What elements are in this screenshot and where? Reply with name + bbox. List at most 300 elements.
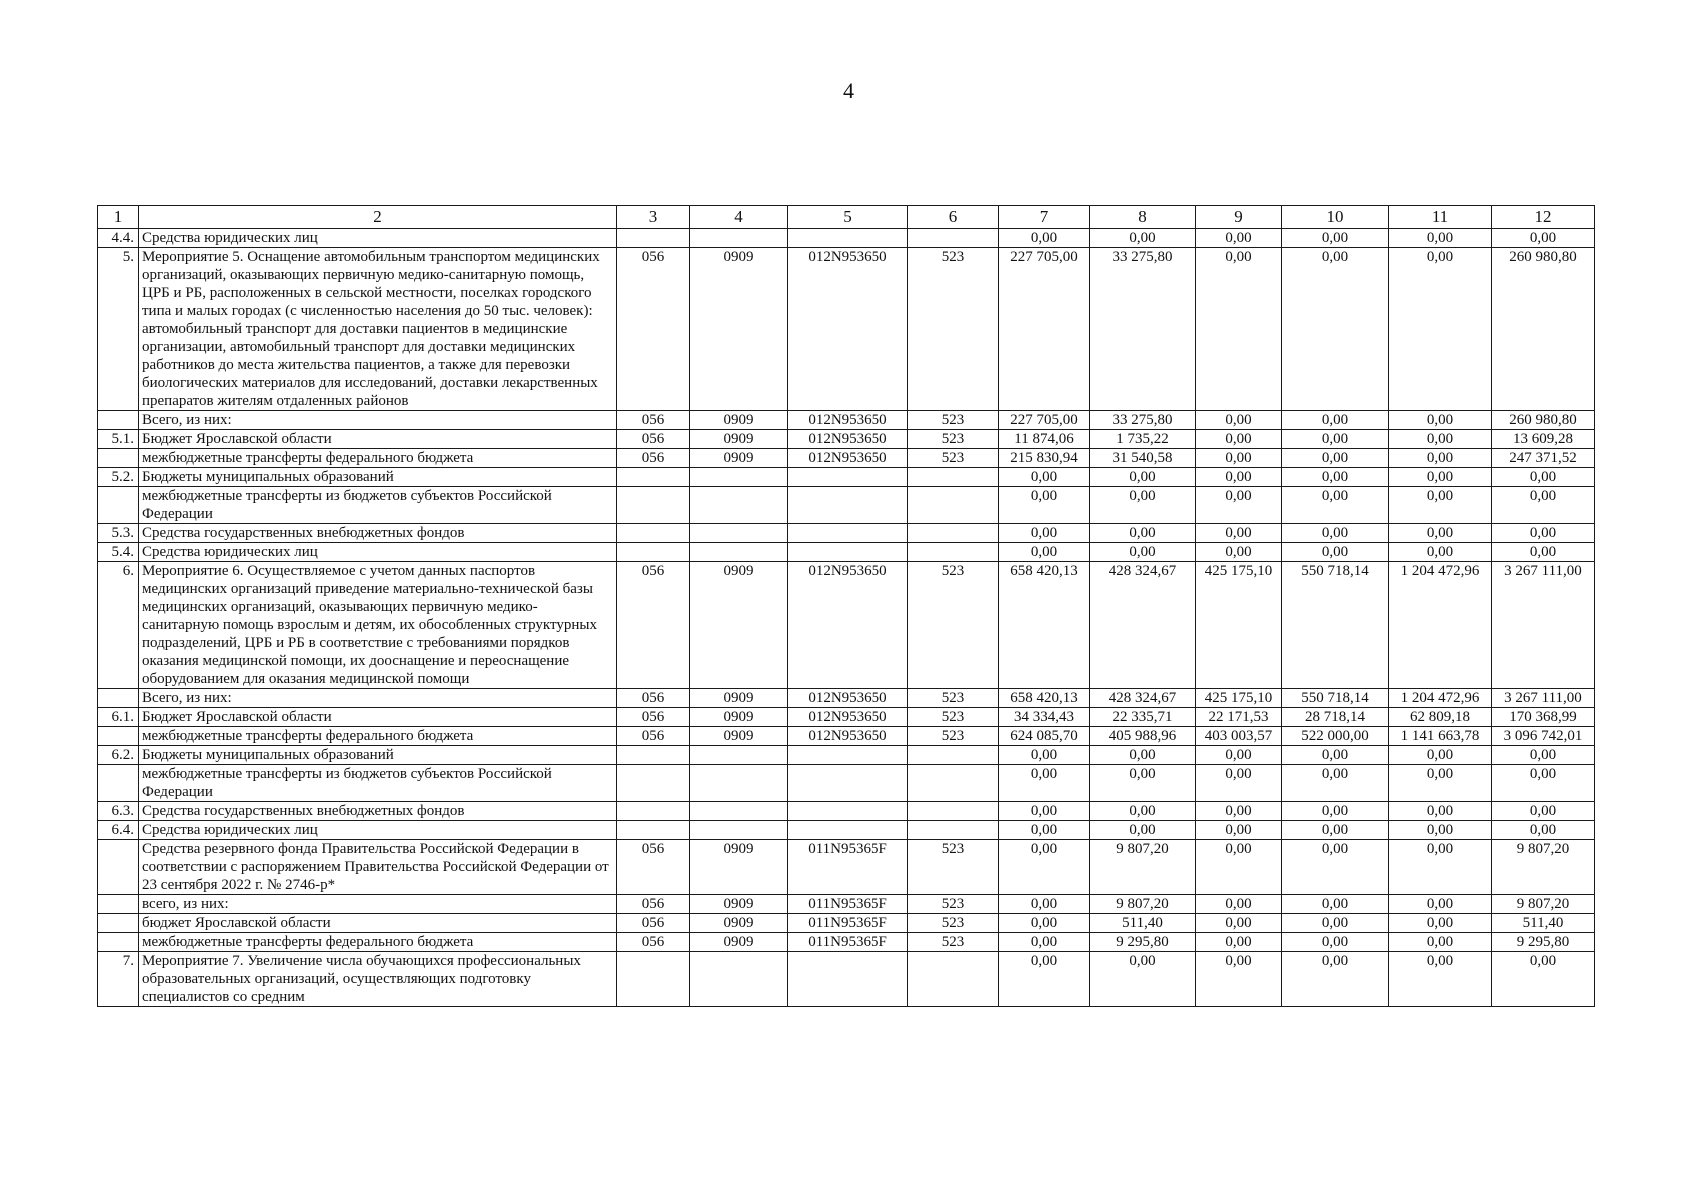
table-row xyxy=(98,933,1595,952)
amount-col7-cell: 11 874,06 xyxy=(999,430,1090,449)
expense-type-cell xyxy=(908,765,999,802)
amount-col7-cell: 227 705,00 xyxy=(999,248,1090,411)
section-code-cell xyxy=(690,487,788,524)
row-number-cell xyxy=(98,487,139,524)
section-code-cell: 0909 xyxy=(690,562,788,689)
amount-col7-cell: 0,00 xyxy=(999,840,1090,895)
amount-col10-cell: 0,00 xyxy=(1282,468,1389,487)
grbs-code-cell xyxy=(617,952,690,1007)
section-code-cell: 0909 xyxy=(690,689,788,708)
amount-col9-cell: 0,00 xyxy=(1196,449,1282,468)
header-cell: 3 xyxy=(617,206,690,229)
row-number-cell xyxy=(98,933,139,952)
amount-col10-cell: 0,00 xyxy=(1282,449,1389,468)
target-article-cell: 012N953650 xyxy=(788,248,908,411)
amount-col10-cell: 0,00 xyxy=(1282,840,1389,895)
expense-type-cell xyxy=(908,487,999,524)
amount-col7-cell: 0,00 xyxy=(999,895,1090,914)
target-article-cell xyxy=(788,487,908,524)
table-row xyxy=(98,895,1595,914)
amount-col9-cell: 0,00 xyxy=(1196,933,1282,952)
expense-type-cell xyxy=(908,543,999,562)
table-row xyxy=(98,524,1595,543)
amount-total-cell: 9 295,80 xyxy=(1492,933,1595,952)
amount-col9-cell: 0,00 xyxy=(1196,229,1282,248)
amount-col8-cell: 0,00 xyxy=(1090,543,1196,562)
target-article-cell: 012N953650 xyxy=(788,708,908,727)
target-article-cell: 012N953650 xyxy=(788,727,908,746)
amount-col8-cell: 0,00 xyxy=(1090,487,1196,524)
amount-col10-cell: 0,00 xyxy=(1282,933,1389,952)
header-cell: 5 xyxy=(788,206,908,229)
amount-col10-cell: 0,00 xyxy=(1282,746,1389,765)
amount-col7-cell: 0,00 xyxy=(999,765,1090,802)
row-name-cell: Средства юридических лиц xyxy=(139,229,617,248)
expense-type-cell: 523 xyxy=(908,248,999,411)
amount-col8-cell: 9 295,80 xyxy=(1090,933,1196,952)
amount-col11-cell: 0,00 xyxy=(1389,765,1492,802)
amount-col8-cell: 33 275,80 xyxy=(1090,411,1196,430)
expense-type-cell: 523 xyxy=(908,430,999,449)
amount-col7-cell: 0,00 xyxy=(999,487,1090,524)
table-row xyxy=(98,430,1595,449)
table-row xyxy=(98,562,1595,689)
amount-col7-cell: 0,00 xyxy=(999,933,1090,952)
amount-col7-cell: 0,00 xyxy=(999,524,1090,543)
amount-col11-cell: 1 204 472,96 xyxy=(1389,689,1492,708)
row-name-cell: Всего, из них: xyxy=(139,411,617,430)
row-number-cell: 6. xyxy=(98,562,139,689)
amount-col8-cell: 428 324,67 xyxy=(1090,689,1196,708)
amount-col11-cell: 1 204 472,96 xyxy=(1389,562,1492,689)
target-article-cell: 012N953650 xyxy=(788,411,908,430)
section-code-cell xyxy=(690,746,788,765)
amount-col11-cell: 0,00 xyxy=(1389,840,1492,895)
table-row xyxy=(98,708,1595,727)
amount-col11-cell: 0,00 xyxy=(1389,468,1492,487)
amount-col8-cell: 9 807,20 xyxy=(1090,840,1196,895)
amount-col11-cell: 1 141 663,78 xyxy=(1389,727,1492,746)
amount-col8-cell: 0,00 xyxy=(1090,802,1196,821)
table-row xyxy=(98,411,1595,430)
target-article-cell xyxy=(788,468,908,487)
row-name-cell: Средства юридических лиц xyxy=(139,543,617,562)
amount-col10-cell: 0,00 xyxy=(1282,543,1389,562)
amount-total-cell: 0,00 xyxy=(1492,765,1595,802)
grbs-code-cell xyxy=(617,746,690,765)
section-code-cell xyxy=(690,765,788,802)
grbs-code-cell: 056 xyxy=(617,689,690,708)
amount-col11-cell: 0,00 xyxy=(1389,248,1492,411)
amount-total-cell: 0,00 xyxy=(1492,543,1595,562)
amount-col8-cell: 511,40 xyxy=(1090,914,1196,933)
amount-total-cell: 0,00 xyxy=(1492,229,1595,248)
table-row xyxy=(98,229,1595,248)
row-name-cell: Средства государственных внебюджетных фондов xyxy=(139,524,617,543)
table-row xyxy=(98,468,1595,487)
header-cell: 8 xyxy=(1090,206,1196,229)
amount-col10-cell: 0,00 xyxy=(1282,895,1389,914)
amount-total-cell: 260 980,80 xyxy=(1492,411,1595,430)
amount-col8-cell: 0,00 xyxy=(1090,229,1196,248)
table-row xyxy=(98,543,1595,562)
header-cell: 6 xyxy=(908,206,999,229)
header-cell: 10 xyxy=(1282,206,1389,229)
table-row xyxy=(98,952,1595,1007)
amount-total-cell: 511,40 xyxy=(1492,914,1595,933)
row-name-cell: межбюджетные трансферты федерального бюджета xyxy=(139,727,617,746)
table-row xyxy=(98,727,1595,746)
amount-col7-cell: 0,00 xyxy=(999,468,1090,487)
row-name-cell: Мероприятие 5. Оснащение автомобильным транспортом медицинских организаций, оказывающих первичную медико-санитарную помощь, ЦРБ и РБ, расположенных в сельской местности, поселках городского типа и малых городах (с численностью населения до 50 тыс. человек): автомобильный транспорт для доставки пациентов в медицинские организации, автомобильный транспорт для доставки медицинских работников до места жительства пациентов, а также для перевозки биологических материалов для исследований, доставки лекарственных препаратов жителям отдаленных районов xyxy=(139,248,617,411)
amount-col10-cell: 0,00 xyxy=(1282,430,1389,449)
amount-col9-cell: 0,00 xyxy=(1196,487,1282,524)
expense-type-cell: 523 xyxy=(908,895,999,914)
row-number-cell xyxy=(98,895,139,914)
amount-col7-cell: 0,00 xyxy=(999,229,1090,248)
amount-col10-cell: 0,00 xyxy=(1282,765,1389,802)
amount-col9-cell: 403 003,57 xyxy=(1196,727,1282,746)
target-article-cell xyxy=(788,524,908,543)
amount-col8-cell: 9 807,20 xyxy=(1090,895,1196,914)
row-name-cell: бюджет Ярославской области xyxy=(139,914,617,933)
table-row xyxy=(98,914,1595,933)
grbs-code-cell xyxy=(617,765,690,802)
amount-total-cell: 0,00 xyxy=(1492,952,1595,1007)
amount-col10-cell: 0,00 xyxy=(1282,524,1389,543)
amount-total-cell: 3 267 111,00 xyxy=(1492,689,1595,708)
amount-col11-cell: 0,00 xyxy=(1389,543,1492,562)
row-name-cell: Мероприятие 6. Осуществляемое с учетом данных паспортов медицинских организаций приведение материально-технической базы медицинских организаций, оказывающих первичную медико-санитарную помощь взрослым и детям, их обособленных структурных подразделений, ЦРБ и РБ в соответствие с требованиями порядков оказания медицинской помощи, их дооснащение и переоснащение оборудованием для оказания медицинской помощи xyxy=(139,562,617,689)
target-article-cell: 011N95365F xyxy=(788,895,908,914)
expense-type-cell xyxy=(908,468,999,487)
row-number-cell: 6.4. xyxy=(98,821,139,840)
amount-col7-cell: 658 420,13 xyxy=(999,562,1090,689)
amount-col11-cell: 0,00 xyxy=(1389,449,1492,468)
amount-col11-cell: 0,00 xyxy=(1389,802,1492,821)
amount-col11-cell: 0,00 xyxy=(1389,821,1492,840)
expense-type-cell: 523 xyxy=(908,562,999,689)
amount-col9-cell: 425 175,10 xyxy=(1196,689,1282,708)
amount-col10-cell: 0,00 xyxy=(1282,487,1389,524)
section-code-cell: 0909 xyxy=(690,449,788,468)
table-header-row xyxy=(98,206,1595,229)
amount-col8-cell: 0,00 xyxy=(1090,765,1196,802)
section-code-cell: 0909 xyxy=(690,248,788,411)
grbs-code-cell xyxy=(617,524,690,543)
amount-col9-cell: 0,00 xyxy=(1196,746,1282,765)
amount-col9-cell: 0,00 xyxy=(1196,914,1282,933)
amount-col9-cell: 0,00 xyxy=(1196,840,1282,895)
target-article-cell: 011N95365F xyxy=(788,933,908,952)
amount-col9-cell: 0,00 xyxy=(1196,468,1282,487)
expense-type-cell: 523 xyxy=(908,708,999,727)
header-cell: 12 xyxy=(1492,206,1595,229)
grbs-code-cell: 056 xyxy=(617,411,690,430)
amount-col9-cell: 425 175,10 xyxy=(1196,562,1282,689)
amount-total-cell: 170 368,99 xyxy=(1492,708,1595,727)
target-article-cell xyxy=(788,802,908,821)
amount-total-cell: 13 609,28 xyxy=(1492,430,1595,449)
section-code-cell: 0909 xyxy=(690,727,788,746)
amount-total-cell: 0,00 xyxy=(1492,746,1595,765)
amount-col8-cell: 1 735,22 xyxy=(1090,430,1196,449)
amount-col10-cell: 522 000,00 xyxy=(1282,727,1389,746)
expense-type-cell: 523 xyxy=(908,689,999,708)
grbs-code-cell: 056 xyxy=(617,430,690,449)
header-cell: 7 xyxy=(999,206,1090,229)
grbs-code-cell xyxy=(617,802,690,821)
amount-col11-cell: 0,00 xyxy=(1389,411,1492,430)
amount-total-cell: 0,00 xyxy=(1492,468,1595,487)
amount-col11-cell: 0,00 xyxy=(1389,430,1492,449)
amount-col11-cell: 0,00 xyxy=(1389,952,1492,1007)
expense-type-cell: 523 xyxy=(908,727,999,746)
target-article-cell xyxy=(788,746,908,765)
amount-col10-cell: 0,00 xyxy=(1282,802,1389,821)
expense-type-cell xyxy=(908,746,999,765)
amount-col10-cell: 0,00 xyxy=(1282,952,1389,1007)
grbs-code-cell: 056 xyxy=(617,895,690,914)
section-code-cell xyxy=(690,468,788,487)
row-number-cell: 5.1. xyxy=(98,430,139,449)
grbs-code-cell xyxy=(617,821,690,840)
amount-col9-cell: 0,00 xyxy=(1196,952,1282,1007)
row-number-cell xyxy=(98,411,139,430)
amount-col7-cell: 215 830,94 xyxy=(999,449,1090,468)
row-number-cell: 7. xyxy=(98,952,139,1007)
table-row xyxy=(98,840,1595,895)
amount-col10-cell: 0,00 xyxy=(1282,229,1389,248)
amount-col10-cell: 28 718,14 xyxy=(1282,708,1389,727)
amount-col11-cell: 0,00 xyxy=(1389,933,1492,952)
section-code-cell xyxy=(690,802,788,821)
amount-col9-cell: 0,00 xyxy=(1196,821,1282,840)
amount-col8-cell: 428 324,67 xyxy=(1090,562,1196,689)
expense-type-cell: 523 xyxy=(908,840,999,895)
grbs-code-cell: 056 xyxy=(617,449,690,468)
budget-table xyxy=(97,205,1595,1007)
header-cell: 9 xyxy=(1196,206,1282,229)
amount-col11-cell: 0,00 xyxy=(1389,524,1492,543)
grbs-code-cell: 056 xyxy=(617,708,690,727)
row-name-cell: Всего, из них: xyxy=(139,689,617,708)
amount-col8-cell: 22 335,71 xyxy=(1090,708,1196,727)
row-name-cell: Средства резервного фонда Правительства Российской Федерации в соответствии с распоряжением Правительства Российской Федерации от 23 сентября 2022 г. № 2746-р* xyxy=(139,840,617,895)
expense-type-cell: 523 xyxy=(908,411,999,430)
row-name-cell: Средства государственных внебюджетных фондов xyxy=(139,802,617,821)
amount-col9-cell: 0,00 xyxy=(1196,765,1282,802)
row-name-cell: межбюджетные трансферты федерального бюджета xyxy=(139,449,617,468)
section-code-cell xyxy=(690,821,788,840)
expense-type-cell: 523 xyxy=(908,914,999,933)
target-article-cell: 012N953650 xyxy=(788,562,908,689)
amount-col8-cell: 405 988,96 xyxy=(1090,727,1196,746)
grbs-code-cell xyxy=(617,487,690,524)
amount-col7-cell: 0,00 xyxy=(999,543,1090,562)
grbs-code-cell xyxy=(617,468,690,487)
amount-col9-cell: 0,00 xyxy=(1196,802,1282,821)
row-name-cell: межбюджетные трансферты федерального бюджета xyxy=(139,933,617,952)
amount-col8-cell: 33 275,80 xyxy=(1090,248,1196,411)
section-code-cell xyxy=(690,524,788,543)
amount-col9-cell: 0,00 xyxy=(1196,430,1282,449)
amount-col11-cell: 0,00 xyxy=(1389,229,1492,248)
amount-col10-cell: 0,00 xyxy=(1282,914,1389,933)
header-cell: 2 xyxy=(139,206,617,229)
grbs-code-cell xyxy=(617,543,690,562)
section-code-cell: 0909 xyxy=(690,933,788,952)
amount-total-cell: 3 267 111,00 xyxy=(1492,562,1595,689)
section-code-cell: 0909 xyxy=(690,895,788,914)
target-article-cell: 011N95365F xyxy=(788,840,908,895)
row-name-cell: Мероприятие 7. Увеличение числа обучающихся профессиональных образовательных организаций, осуществляющих подготовку специалистов со средним xyxy=(139,952,617,1007)
amount-col9-cell: 0,00 xyxy=(1196,411,1282,430)
amount-col9-cell: 0,00 xyxy=(1196,895,1282,914)
amount-col8-cell: 0,00 xyxy=(1090,952,1196,1007)
header-cell: 4 xyxy=(690,206,788,229)
amount-col10-cell: 0,00 xyxy=(1282,411,1389,430)
amount-total-cell: 3 096 742,01 xyxy=(1492,727,1595,746)
amount-col7-cell: 624 085,70 xyxy=(999,727,1090,746)
amount-total-cell: 0,00 xyxy=(1492,524,1595,543)
amount-col7-cell: 0,00 xyxy=(999,802,1090,821)
target-article-cell: 012N953650 xyxy=(788,449,908,468)
page-number: 4 xyxy=(843,78,854,103)
header-cell: 1 xyxy=(98,206,139,229)
amount-col11-cell: 0,00 xyxy=(1389,487,1492,524)
expense-type-cell: 523 xyxy=(908,449,999,468)
row-number-cell: 6.1. xyxy=(98,708,139,727)
section-code-cell: 0909 xyxy=(690,430,788,449)
section-code-cell: 0909 xyxy=(690,914,788,933)
row-name-cell: всего, из них: xyxy=(139,895,617,914)
row-name-cell: Бюджеты муниципальных образований xyxy=(139,746,617,765)
grbs-code-cell: 056 xyxy=(617,914,690,933)
amount-total-cell: 260 980,80 xyxy=(1492,248,1595,411)
row-number-cell xyxy=(98,689,139,708)
amount-total-cell: 9 807,20 xyxy=(1492,840,1595,895)
amount-col8-cell: 0,00 xyxy=(1090,468,1196,487)
expense-type-cell xyxy=(908,524,999,543)
amount-col8-cell: 0,00 xyxy=(1090,524,1196,543)
grbs-code-cell: 056 xyxy=(617,562,690,689)
amount-col8-cell: 0,00 xyxy=(1090,821,1196,840)
expense-type-cell xyxy=(908,802,999,821)
grbs-code-cell: 056 xyxy=(617,840,690,895)
row-number-cell: 5.2. xyxy=(98,468,139,487)
row-number-cell: 4.4. xyxy=(98,229,139,248)
target-article-cell xyxy=(788,765,908,802)
amount-col9-cell: 22 171,53 xyxy=(1196,708,1282,727)
target-article-cell xyxy=(788,543,908,562)
amount-col10-cell: 550 718,14 xyxy=(1282,689,1389,708)
row-number-cell xyxy=(98,914,139,933)
row-name-cell: межбюджетные трансферты из бюджетов субъектов Российской Федерации xyxy=(139,487,617,524)
table-row xyxy=(98,449,1595,468)
amount-col10-cell: 0,00 xyxy=(1282,821,1389,840)
amount-total-cell: 0,00 xyxy=(1492,802,1595,821)
row-name-cell: межбюджетные трансферты из бюджетов субъектов Российской Федерации xyxy=(139,765,617,802)
table-row xyxy=(98,765,1595,802)
amount-col9-cell: 0,00 xyxy=(1196,543,1282,562)
section-code-cell xyxy=(690,229,788,248)
table-row xyxy=(98,689,1595,708)
row-number-cell xyxy=(98,449,139,468)
expense-type-cell xyxy=(908,952,999,1007)
table-row xyxy=(98,487,1595,524)
table-row xyxy=(98,802,1595,821)
amount-col8-cell: 0,00 xyxy=(1090,746,1196,765)
amount-col11-cell: 62 809,18 xyxy=(1389,708,1492,727)
amount-col8-cell: 31 540,58 xyxy=(1090,449,1196,468)
amount-col9-cell: 0,00 xyxy=(1196,248,1282,411)
row-number-cell: 6.2. xyxy=(98,746,139,765)
row-number-cell xyxy=(98,840,139,895)
expense-type-cell xyxy=(908,821,999,840)
amount-col7-cell: 0,00 xyxy=(999,746,1090,765)
section-code-cell xyxy=(690,543,788,562)
row-number-cell xyxy=(98,765,139,802)
amount-col7-cell: 0,00 xyxy=(999,952,1090,1007)
grbs-code-cell xyxy=(617,229,690,248)
section-code-cell xyxy=(690,952,788,1007)
table-row xyxy=(98,821,1595,840)
amount-total-cell: 247 371,52 xyxy=(1492,449,1595,468)
amount-col7-cell: 34 334,43 xyxy=(999,708,1090,727)
grbs-code-cell: 056 xyxy=(617,727,690,746)
amount-col11-cell: 0,00 xyxy=(1389,914,1492,933)
target-article-cell: 012N953650 xyxy=(788,430,908,449)
expense-type-cell: 523 xyxy=(908,933,999,952)
target-article-cell xyxy=(788,952,908,1007)
row-number-cell: 5. xyxy=(98,248,139,411)
grbs-code-cell: 056 xyxy=(617,248,690,411)
row-name-cell: Средства юридических лиц xyxy=(139,821,617,840)
amount-col10-cell: 550 718,14 xyxy=(1282,562,1389,689)
row-number-cell xyxy=(98,727,139,746)
amount-col11-cell: 0,00 xyxy=(1389,746,1492,765)
expense-type-cell xyxy=(908,229,999,248)
section-code-cell: 0909 xyxy=(690,411,788,430)
row-number-cell: 5.3. xyxy=(98,524,139,543)
section-code-cell: 0909 xyxy=(690,708,788,727)
amount-total-cell: 0,00 xyxy=(1492,821,1595,840)
amount-total-cell: 0,00 xyxy=(1492,487,1595,524)
row-number-cell: 6.3. xyxy=(98,802,139,821)
header-cell: 11 xyxy=(1389,206,1492,229)
target-article-cell xyxy=(788,821,908,840)
table-row xyxy=(98,746,1595,765)
amount-col7-cell: 658 420,13 xyxy=(999,689,1090,708)
amount-col7-cell: 227 705,00 xyxy=(999,411,1090,430)
target-article-cell: 012N953650 xyxy=(788,689,908,708)
row-number-cell: 5.4. xyxy=(98,543,139,562)
amount-col9-cell: 0,00 xyxy=(1196,524,1282,543)
amount-total-cell: 9 807,20 xyxy=(1492,895,1595,914)
row-name-cell: Бюджет Ярославской области xyxy=(139,708,617,727)
amount-col10-cell: 0,00 xyxy=(1282,248,1389,411)
amount-col7-cell: 0,00 xyxy=(999,914,1090,933)
row-name-cell: Бюджеты муниципальных образований xyxy=(139,468,617,487)
row-name-cell: Бюджет Ярославской области xyxy=(139,430,617,449)
amount-col7-cell: 0,00 xyxy=(999,821,1090,840)
grbs-code-cell: 056 xyxy=(617,933,690,952)
amount-col11-cell: 0,00 xyxy=(1389,895,1492,914)
section-code-cell: 0909 xyxy=(690,840,788,895)
table-row xyxy=(98,248,1595,411)
target-article-cell xyxy=(788,229,908,248)
